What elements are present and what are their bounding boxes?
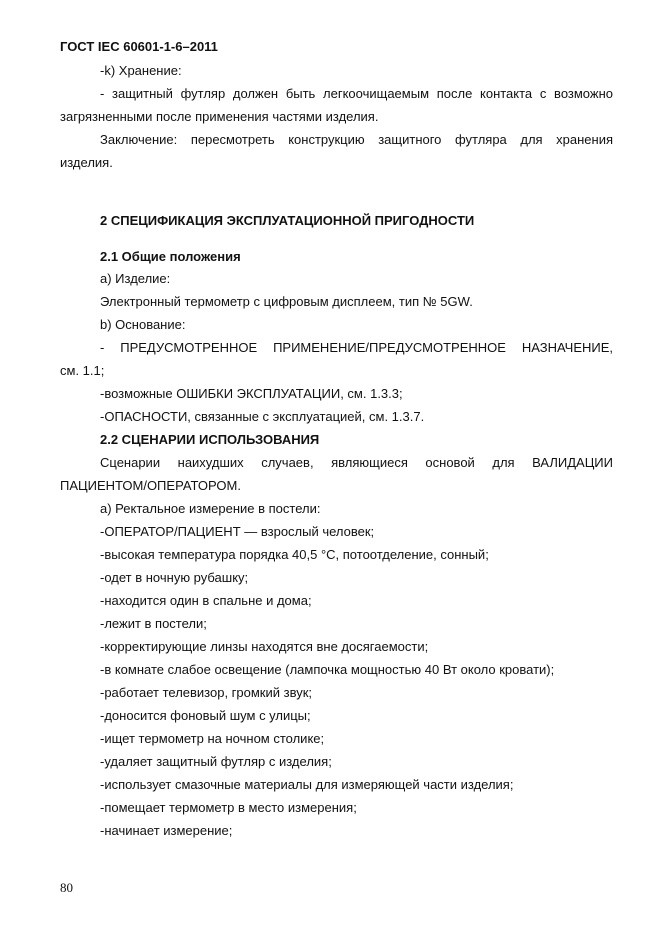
- list-item: -корректирующие линзы находятся вне досягаемости;: [100, 639, 429, 654]
- list-item: -возможные ОШИБКИ ЭКСПЛУАТАЦИИ, см. 1.3.3;: [100, 386, 403, 401]
- section-heading: 2 СПЕЦИФИКАЦИЯ ЭКСПЛУАТАЦИОННОЙ ПРИГОДНОСТИ: [100, 213, 475, 228]
- paragraph-line: - защитный футляр должен быть легкоочищаемым после контакта с возможно: [100, 86, 613, 101]
- list-item: -ОПАСНОСТИ, связанные с эксплуатацией, см. 1.3.7.: [100, 409, 425, 424]
- list-item: - ПРЕДУСМОТРЕННОЕ ПРИМЕНЕНИЕ/ПРЕДУСМОТРЕННОЕ НАЗНАЧЕНИЕ,: [100, 340, 613, 355]
- document-header: ГОСТ IEC 60601-1-6–2011: [60, 39, 218, 54]
- list-item: -в комнате слабое освещение (лампочка мощностью 40 Вт около кровати);: [100, 662, 555, 677]
- list-item: -начинает измерение;: [100, 823, 233, 838]
- list-item: -помещает термометр в место измерения;: [100, 800, 357, 815]
- list-item: см. 1.1;: [60, 363, 105, 378]
- subsection-heading: 2.2 СЦЕНАРИИ ИСПОЛЬЗОВАНИЯ: [100, 432, 320, 447]
- page-number: 80: [60, 880, 73, 895]
- list-label: а) Изделие:: [100, 271, 171, 286]
- list-item: -удаляет защитный футляр с изделия;: [100, 754, 332, 769]
- paragraph-line: Электронный термометр с цифровым дисплеем, тип № 5GW.: [100, 294, 473, 309]
- list-item: -находится один в спальне и дома;: [100, 593, 312, 608]
- paragraph-line: загрязненными после применения частями изделия.: [60, 109, 379, 124]
- subsection-heading: 2.1 Общие положения: [100, 249, 241, 264]
- list-item: -использует смазочные материалы для измеряющей части изделия;: [100, 777, 514, 792]
- list-item: -лежит в постели;: [100, 616, 207, 631]
- list-item: -ОПЕРАТОР/ПАЦИЕНТ — взрослый человек;: [100, 524, 375, 539]
- list-item: -доносится фоновый шум с улицы;: [100, 708, 311, 723]
- list-item: -ищет термометр на ночном столике;: [100, 731, 325, 746]
- list-item: -работает телевизор, громкий звук;: [100, 685, 313, 700]
- list-label: а) Ректальное измерение в постели:: [100, 501, 321, 516]
- list-item-storage: -k) Хранение:: [100, 63, 182, 78]
- paragraph-line: ПАЦИЕНТОМ/ОПЕРАТОРОМ.: [60, 478, 241, 493]
- conclusion-line: Заключение: пересмотреть конструкцию защитного футляра для хранения: [100, 132, 613, 147]
- list-label: b) Основание:: [100, 317, 186, 332]
- paragraph-line: Сценарии наихудших случаев, являющиеся основой для ВАЛИДАЦИИ: [100, 455, 613, 470]
- list-item: -одет в ночную рубашку;: [100, 570, 249, 585]
- conclusion-line: изделия.: [60, 155, 113, 170]
- list-item: -высокая температура порядка 40,5 °С, потоотделение, сонный;: [100, 547, 489, 562]
